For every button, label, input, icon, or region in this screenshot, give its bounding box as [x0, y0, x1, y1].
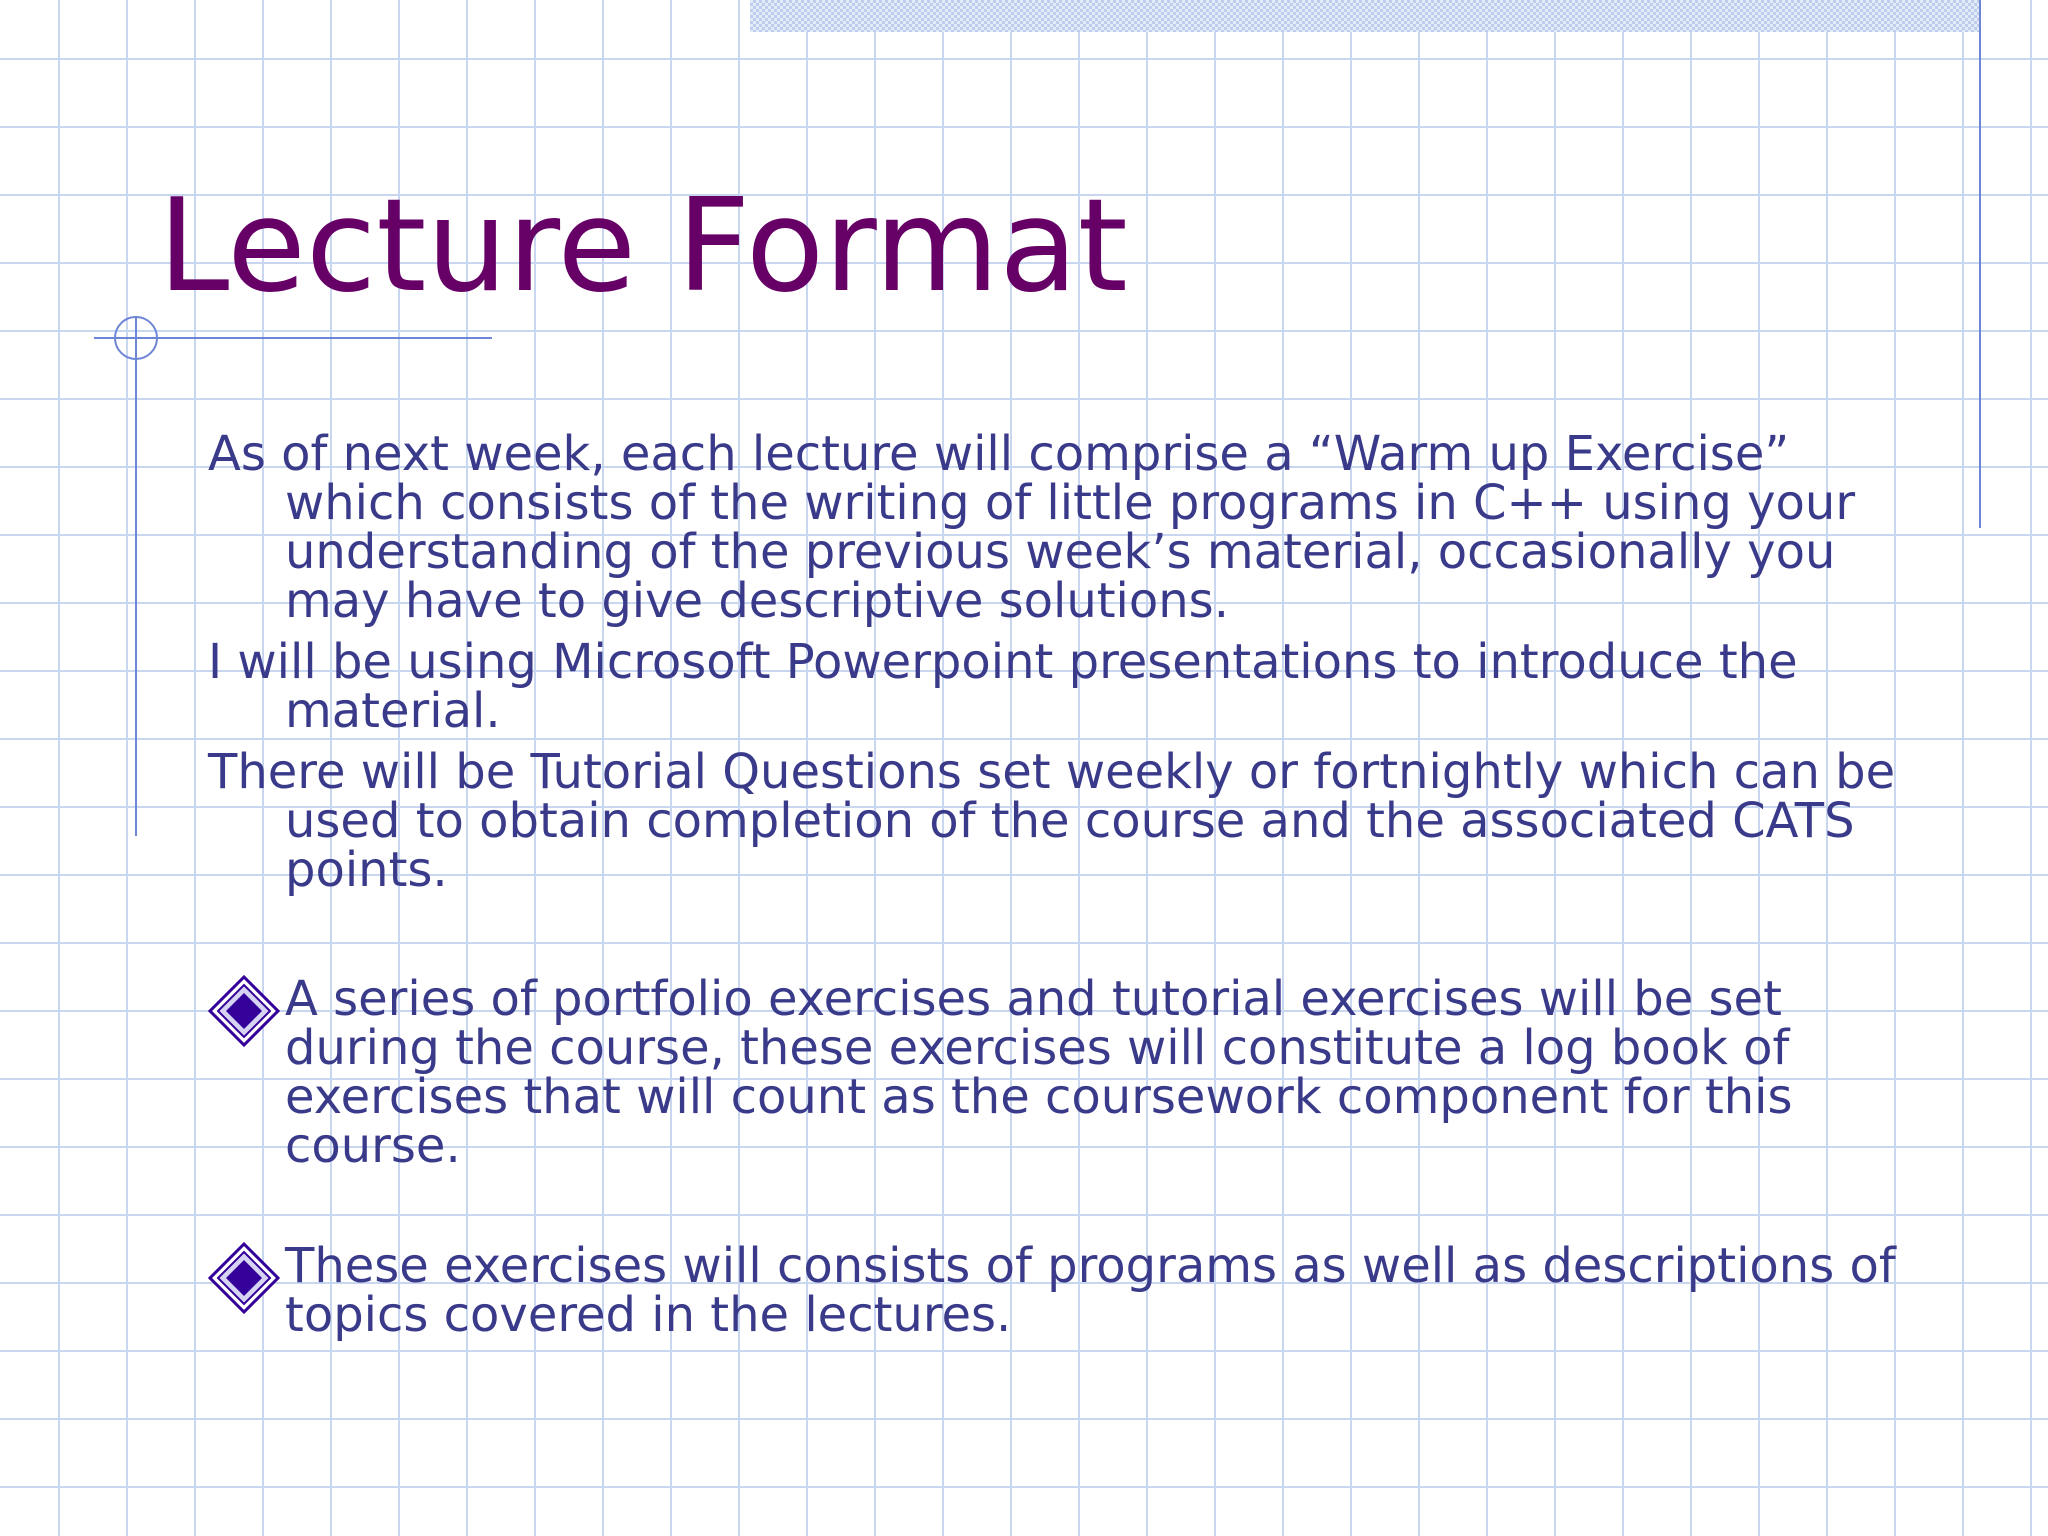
paragraph-tutorial: There will be Tutorial Questions set weekly or fortnightly which can be used to obtain completion of the course and the associated CATS points.: [208, 744, 1896, 898]
slide-title: Lecture Format: [158, 172, 1128, 321]
right-vertical-rule: [1979, 0, 1981, 528]
paragraph-powerpoint: I will be using Microsoft Powerpoint presentations to introduce the material.: [208, 634, 1798, 739]
slide-body: [208, 426, 1908, 1343]
bullet-text: These exercises will consists of programs as well as descriptions of topics covered in the lectures.: [285, 1238, 1896, 1343]
top-pattern-band: [750, 0, 1980, 32]
bullet-text: A series of portfolio exercises and tutorial exercises will be set during the course, these exercises will constitute a log book of exercises that will count as the coursework component for this course.: [285, 971, 1793, 1174]
bullet-item-portfolio: [208, 971, 1908, 1174]
diamond-bullet-icon: [208, 1242, 280, 1314]
diamond-bullet-icon: [208, 975, 280, 1047]
paragraph-warmup: As of next week, each lecture will comprise a “Warm up Exercise” which consists of the writing of little programs in C++ using your understanding of the previous week’s material, occasionally you may have to give descriptive solutions.: [208, 426, 1856, 629]
bullet-item-programs: [208, 1238, 1908, 1343]
